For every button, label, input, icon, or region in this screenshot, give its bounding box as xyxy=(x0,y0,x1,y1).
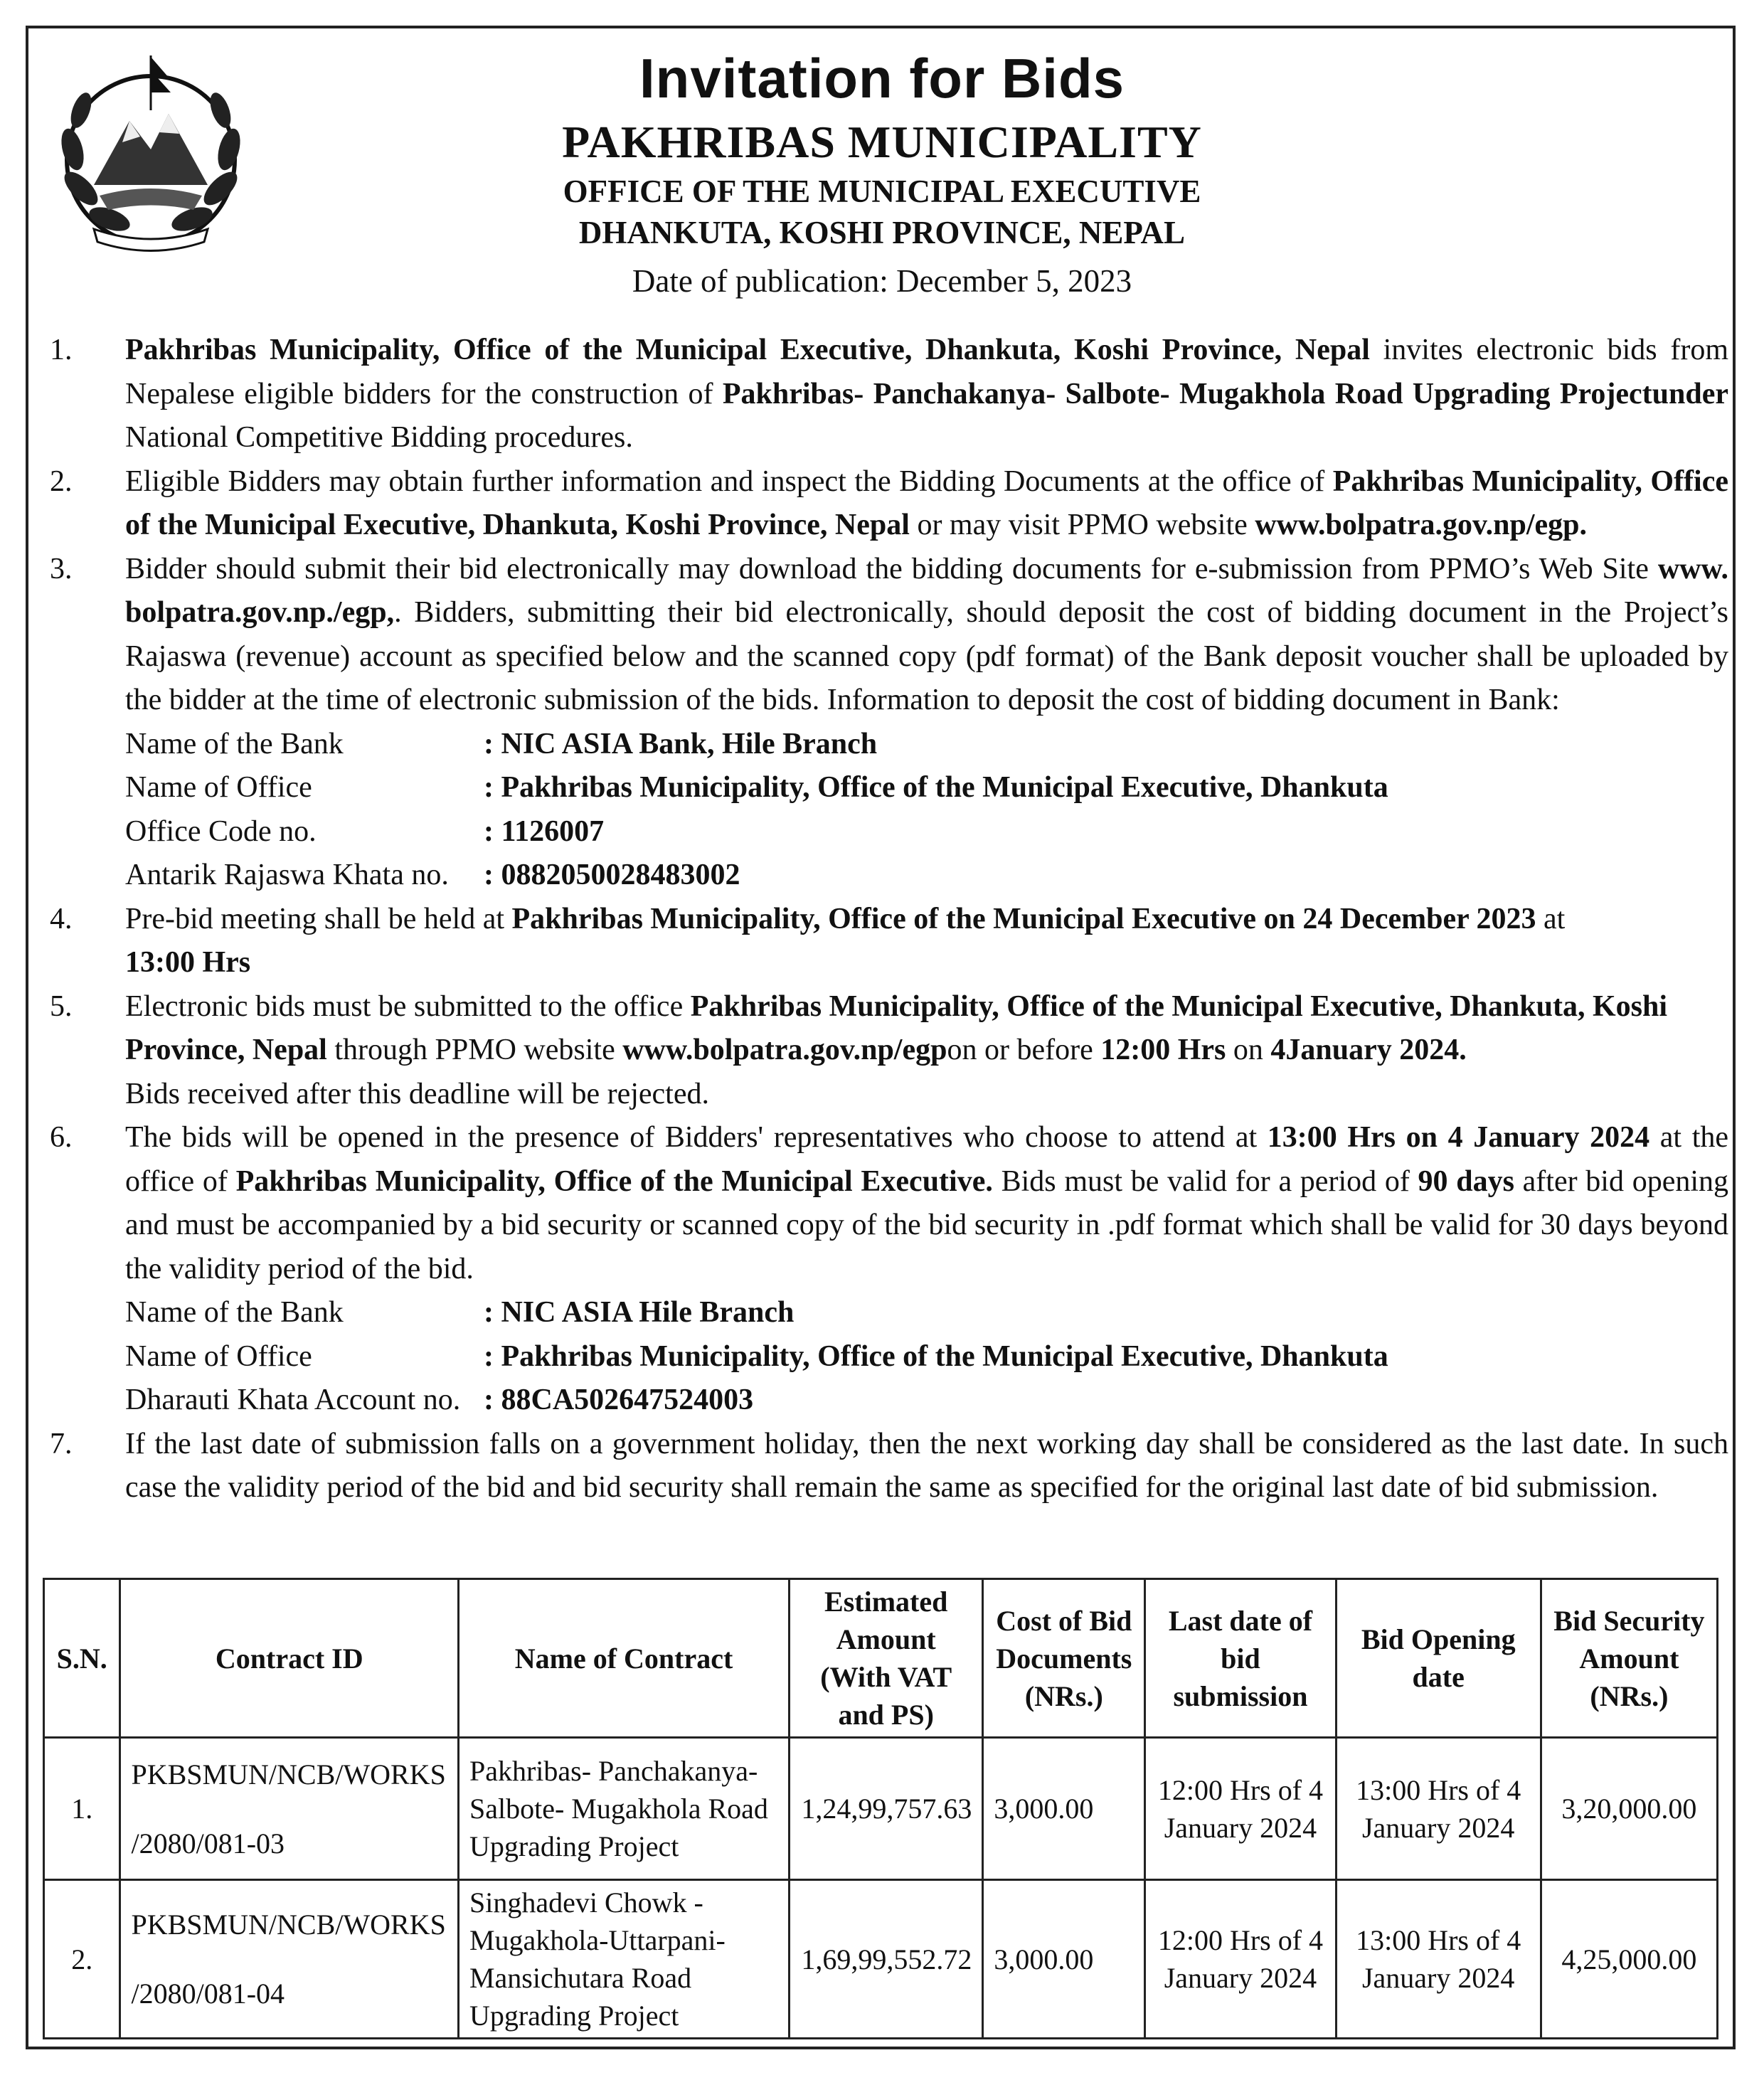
contract-name-cell: Singhadevi Chowk - Mugakhola-Uttarpani-Mansichutara Road Upgrading Project xyxy=(458,1880,789,2039)
item-text: Pakhribas Municipality, Office of the Municipal Executive, Dhankuta, Koshi Province, Nepal invites electronic bids from Nepalese eligible bidders for the construction of Pakhribas- Panchakanya- Salbote- Mugakhola Road Upgrading Projectunder National Competitive Bidding procedures. xyxy=(125,334,1728,454)
bank-info-row: Office Code no. : 1126007 xyxy=(125,814,605,848)
municipality-name: PAKHRIBAS MUNICIPALITY xyxy=(562,117,1202,167)
publication-date: Date of publication: December 5, 2023 xyxy=(632,263,1132,299)
item-text: Bidder should submit their bid electronically may download the bidding documents for e-submission from PPMO’s Web Site www. bolpatra.gov.np./egp,. Bidders, submitting their bid electronically, should deposit the cost of bidding document in the Project’s Rajaswa (revenue) account as specified below and the scanned copy (pdf format) of the Bank deposit voucher shall be uploaded by the bidder at the time of electronic submission of the bids. Information to deposit the cost of bidding document in Bank: Name of the Bank : NIC ASIA Bank, Hile Branch Name of Office : Pakhribas Municipality, Office of the Municipal Executive, Dhankuta Office Code no. : 1126007 Antarik Rajaswa Khata no. : 0882050028483002 xyxy=(125,548,1728,898)
office-location: DHANKUTA, KOSHI PROVINCE, NEPAL xyxy=(578,215,1186,250)
item-text: If the last date of submission falls on a government holiday, then the next working day shall be considered as the last date. In such case the validity period of the bid and bid security shall remain the same as specified for the original last date of bid submission. xyxy=(125,1427,1728,1504)
bank-info-row: Name of Office : Pakhribas Municipality, Office of the Municipal Executive, Dhankuta xyxy=(125,771,1388,804)
column-header: Estimated Amount (With VAT and PS) xyxy=(790,1579,983,1738)
notice-header xyxy=(256,43,1508,304)
item-number: 2. xyxy=(50,465,73,498)
item-number: 7. xyxy=(50,1427,73,1460)
ppmo-link[interactable]: www.bolpatra.gov.np/egp xyxy=(622,1034,947,1066)
office-name: OFFICE OF THE MUNICIPAL EXECUTIVE xyxy=(563,174,1201,209)
item-number: 6. xyxy=(50,1121,73,1154)
table-row xyxy=(44,1880,1718,2039)
sn-cell: 1. xyxy=(44,1738,120,1880)
notice-title: Invitation for Bids xyxy=(639,47,1125,110)
column-header: Last date of bid submission xyxy=(1145,1579,1336,1738)
table-row xyxy=(44,1738,1718,1880)
cost-cell: 3,000.00 xyxy=(983,1738,1145,1880)
item-text: The bids will be opened in the presence of Bidders' representatives who choose to attend at 13:00 Hrs on 4 January 2024 at the office of Pakhribas Municipality, Office of the Municipal Executive. Bids must be valid for a period of 90 days after bid opening and must be accompanied by a bid security or scanned copy of the bid security in .pdf format which shall be valid for 30 days beyond the validity period of the bid. Name of the Bank : NIC ASIA Hile Branch Name of Office : Pakhribas Municipality, Office of the Municipal Executive, Dhankuta Dharauti Khata Account no. : 88CA502647524003 xyxy=(125,1116,1728,1423)
opening-date-cell: 13:00 Hrs of 4 January 2024 xyxy=(1336,1880,1541,2039)
estimated-amount-cell: 1,24,99,757.63 xyxy=(790,1738,983,1880)
column-header: Bid Opening date xyxy=(1336,1579,1541,1738)
item-number: 1. xyxy=(50,334,73,366)
list-item xyxy=(50,1116,1728,1423)
bank-info-row: Dharauti Khata Account no. : 88CA502647524003 xyxy=(125,1384,754,1416)
security-amount-cell: 3,20,000.00 xyxy=(1541,1738,1717,1880)
ppmo-link[interactable]: www.bolpatra.gov.np/egp. xyxy=(1255,509,1588,541)
nepal-emblem-icon xyxy=(44,43,257,256)
last-date-cell: 12:00 Hrs of 4 January 2024 xyxy=(1145,1738,1336,1880)
column-header: Contract ID xyxy=(120,1579,458,1738)
list-item xyxy=(50,548,1728,898)
item-number: 5. xyxy=(50,989,73,1023)
contracts-table xyxy=(43,1578,1718,2039)
list-item xyxy=(50,329,1728,460)
estimated-amount-cell: 1,69,99,552.72 xyxy=(790,1880,983,2039)
sn-cell: 2. xyxy=(44,1880,120,2039)
bank-info-row: Antarik Rajaswa Khata no. : 0882050028483002 xyxy=(125,859,740,891)
column-header: Bid Security Amount (NRs.) xyxy=(1541,1579,1717,1738)
list-item xyxy=(50,898,1728,985)
security-amount-cell: 4,25,000.00 xyxy=(1541,1880,1717,2039)
bank-info-row: Name of Office : Pakhribas Municipality, Office of the Municipal Executive, Dhankuta xyxy=(125,1339,1388,1373)
cost-cell: 3,000.00 xyxy=(983,1880,1145,2039)
contract-id-cell: PKBSMUN/NCB/WORKS /2080/081-04 xyxy=(120,1880,458,2039)
opening-date-cell: 13:00 Hrs of 4 January 2024 xyxy=(1336,1738,1541,1880)
column-header: Cost of Bid Documents (NRs.) xyxy=(983,1579,1145,1738)
column-header: S.N. xyxy=(44,1579,120,1738)
item-number: 4. xyxy=(50,902,73,935)
list-item xyxy=(50,460,1728,548)
contract-id-cell: PKBSMUN/NCB/WORKS /2080/081-03 xyxy=(120,1738,458,1880)
column-header: Name of Contract xyxy=(458,1579,789,1738)
bank-info-row: Name of the Bank : NIC ASIA Bank, Hile Branch xyxy=(125,727,878,760)
item-text: Pre-bid meeting shall be held at Pakhribas Municipality, Office of the Municipal Executive on 24 December 2023 at 13:00 Hrs xyxy=(125,902,1566,979)
ppmo-link[interactable]: www. bolpatra.gov.np./egp, xyxy=(125,552,1728,629)
item-number: 3. xyxy=(50,552,73,585)
contract-name-cell: Pakhribas- Panchakanya- Salbote- Mugakhola Road Upgrading Project xyxy=(458,1738,789,1880)
list-item xyxy=(50,1423,1728,1510)
item-text: Eligible Bidders may obtain further information and inspect the Bidding Documents at the office of Pakhribas Municipality, Office of the Municipal Executive, Dhankuta, Koshi Province, Nepal or may visit PPMO website www.bolpatra.gov.np/egp. xyxy=(125,465,1728,541)
item-text: Electronic bids must be submitted to the office Pakhribas Municipality, Office of the Municipal Executive, Dhankuta, Koshi Province, Nepal through PPMO website www.bolpatra.gov.np/egpon or before 12:00 Hrs on 4January 2024. Bids received after this deadline will be rejected. xyxy=(125,989,1667,1110)
notice-body xyxy=(50,329,1728,1510)
table-header-row xyxy=(44,1579,1718,1738)
list-item xyxy=(50,985,1728,1117)
bank-info-row: Name of the Bank : NIC ASIA Hile Branch xyxy=(125,1296,795,1329)
last-date-cell: 12:00 Hrs of 4 January 2024 xyxy=(1145,1880,1336,2039)
